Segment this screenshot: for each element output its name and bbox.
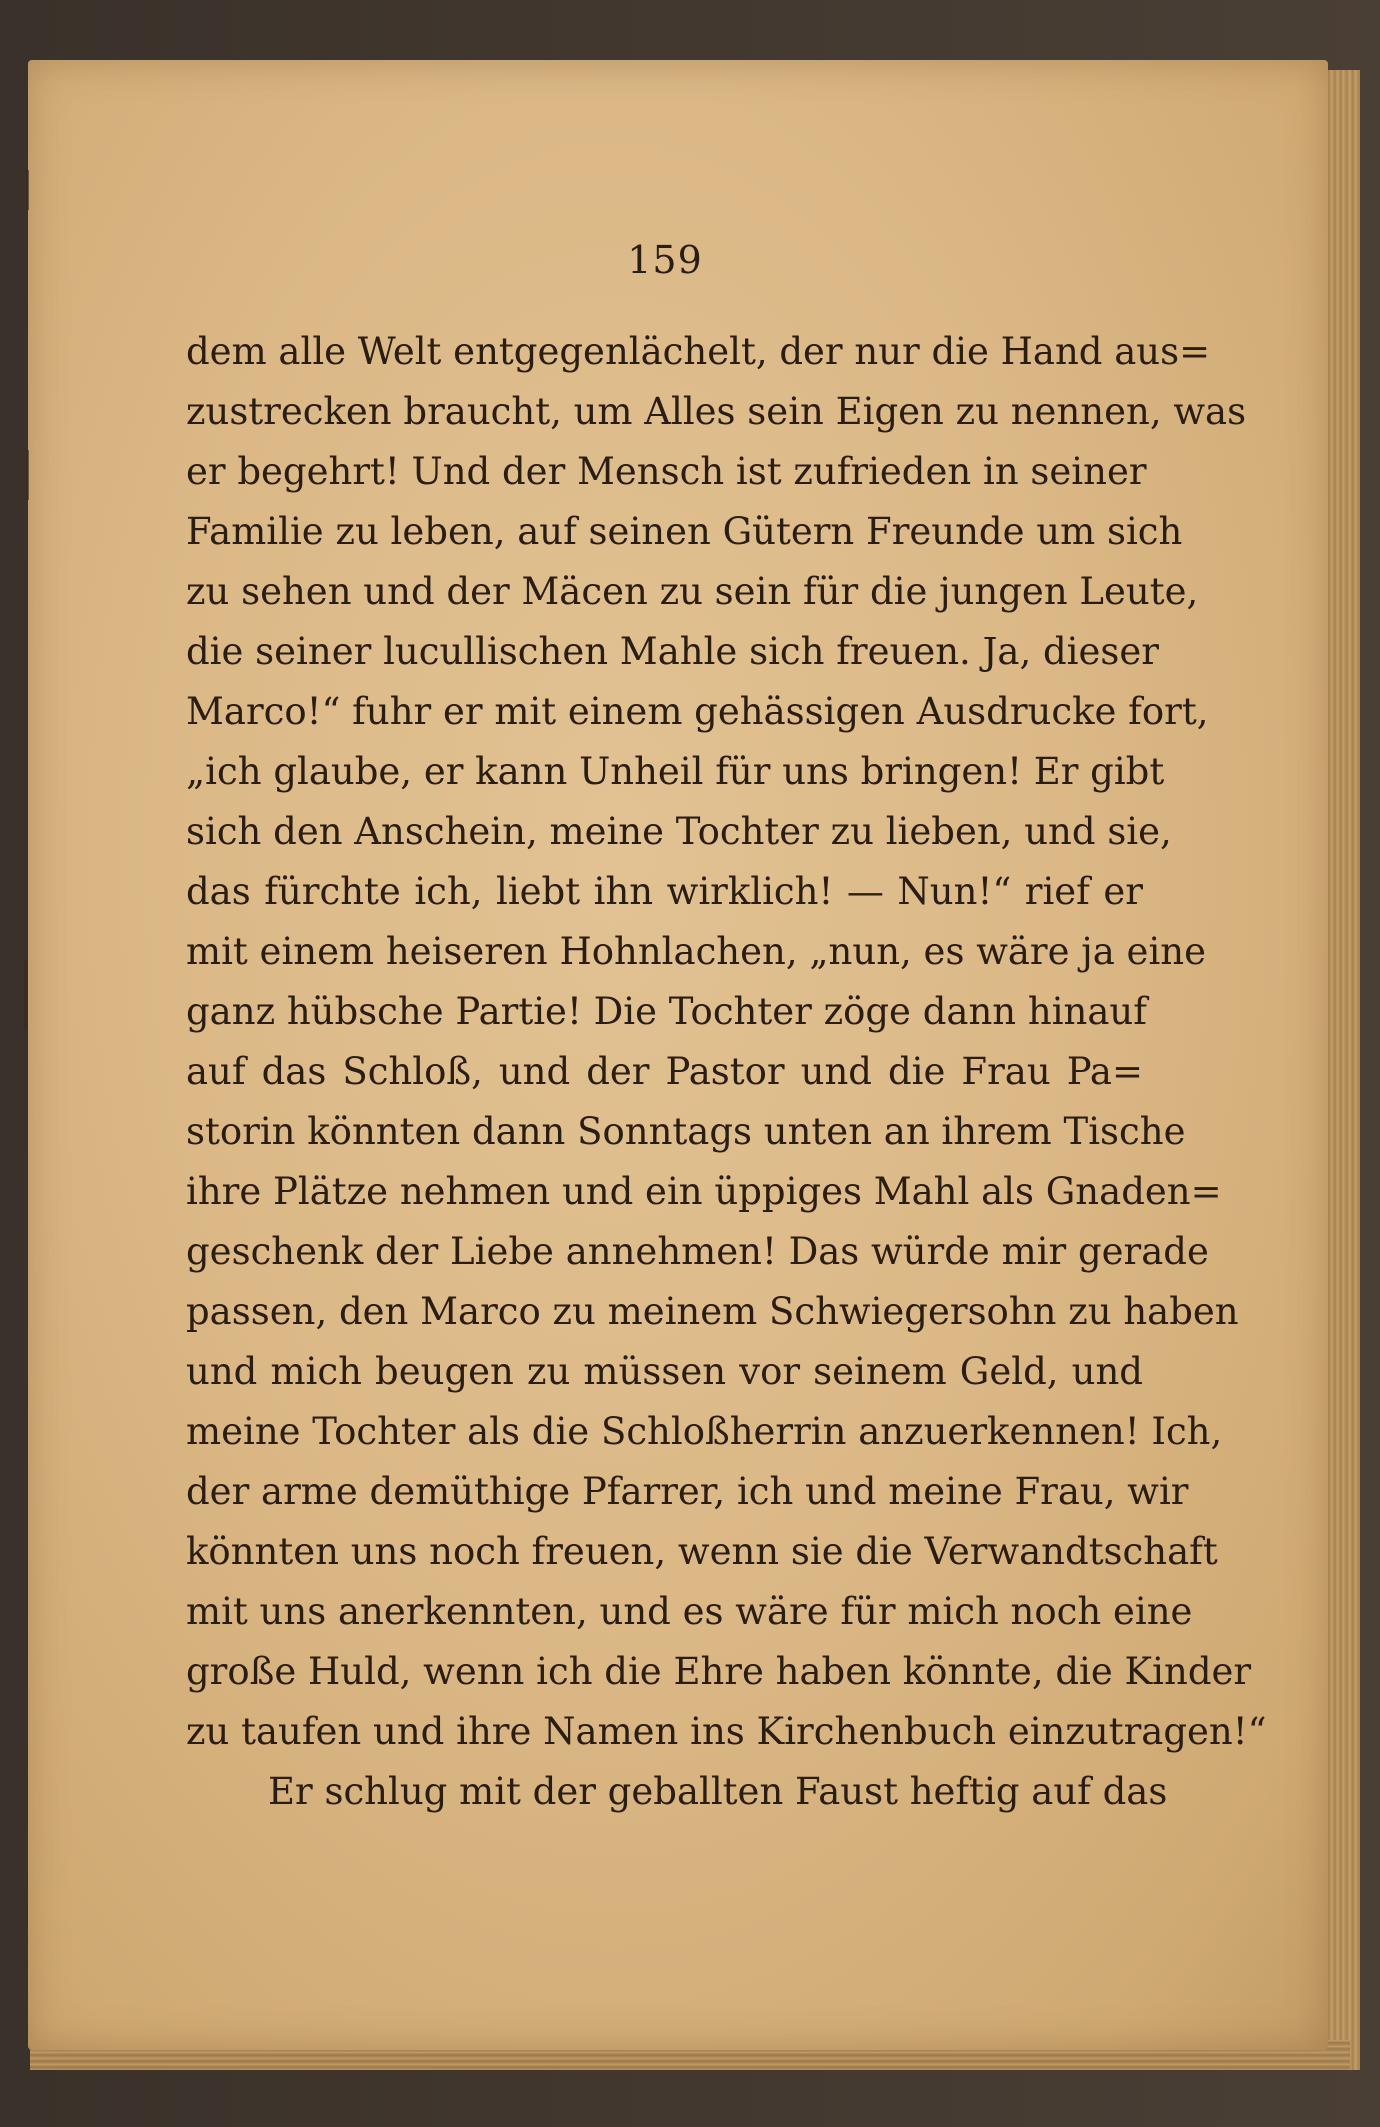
page-number: 159: [627, 238, 703, 282]
body-text: [186, 322, 1267, 1822]
text-line-11: mit einem heiseren Hohnlachen, „nun, es wäre ja eine: [186, 930, 1207, 973]
text-line-21: könnten uns noch freuen, wenn sie die Verwandtschaft: [186, 1530, 1218, 1573]
text-line-10: das fürchte ich, liebt ihn wirklich! — Nun!“ rief er: [186, 870, 1143, 913]
text-line-1: dem alle Welt entgegenlächelt, der nur die Hand aus=: [186, 330, 1211, 373]
text-line-5: zu sehen und der Mäcen zu sein für die jungen Leute,: [186, 570, 1199, 613]
text-line-9: sich den Anschein, meine Tochter zu lieben, und sie,: [186, 810, 1172, 853]
text-line-16: geschenk der Liebe annehmen! Das würde mir gerade: [186, 1230, 1209, 1273]
text-line-6: die seiner lucullischen Mahle sich freuen. Ja, dieser: [186, 630, 1159, 673]
text-line-15: ihre Plätze nehmen und ein üppiges Mahl als Gnaden=: [186, 1170, 1222, 1213]
text-line-22: mit uns anerkennten, und es wäre für mich noch eine: [186, 1590, 1193, 1633]
text-line-17: passen, den Marco zu meinem Schwiegersohn zu haben: [186, 1290, 1239, 1333]
text-line-23: große Huld, wenn ich die Ehre haben könnte, die Kinder: [186, 1650, 1252, 1693]
gutter-mark: [24, 960, 27, 1030]
text-line-8: „ich glaube, er kann Unheil für uns bringen! Er gibt: [186, 750, 1165, 793]
text-line-7: Marco!“ fuhr er mit einem gehässigen Ausdrucke fort,: [186, 690, 1209, 733]
text-line-13: auf das Schloß, und der Pastor und die Frau Pa=: [186, 1050, 1143, 1093]
gutter-mark: [26, 450, 29, 500]
text-line-14: storin könnten dann Sonntags unten an ihrem Tische: [186, 1110, 1186, 1153]
text-line-20: der arme demüthige Pfarrer, ich und meine Frau, wir: [186, 1470, 1189, 1513]
text-line-25: Er schlug mit der geballten Faust heftig auf das: [268, 1770, 1168, 1813]
text-line-4: Familie zu leben, auf seinen Gütern Freunde um sich: [186, 510, 1183, 553]
text-line-19: meine Tochter als die Schloßherrin anzuerkennen! Ich,: [186, 1410, 1223, 1453]
text-line-12: ganz hübsche Partie! Die Tochter zöge dann hinauf: [186, 990, 1147, 1033]
text-line-24: zu taufen und ihre Namen ins Kirchenbuch einzutragen!“: [186, 1710, 1267, 1753]
text-line-18: und mich beugen zu müssen vor seinem Geld, und: [186, 1350, 1143, 1393]
gutter-mark: [26, 170, 29, 210]
text-line-2: zustrecken braucht, um Alles sein Eigen zu nennen, was: [186, 390, 1247, 433]
text-line-3: er begehrt! Und der Mensch ist zufrieden in seiner: [186, 450, 1147, 493]
